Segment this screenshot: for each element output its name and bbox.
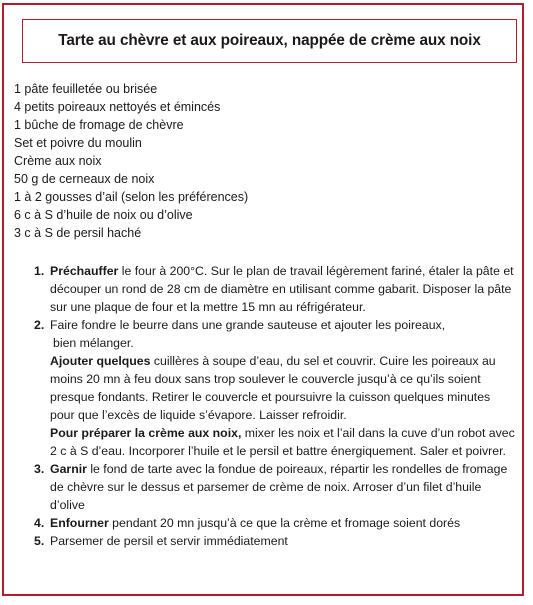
step-text: pendant 20 mn jusqu’à ce que la crème et fromage soient dorés <box>108 516 461 530</box>
recipe-title: Tarte au chèvre et aux poireaux, nappée de crème aux noix <box>58 32 481 49</box>
ingredient-list <box>14 80 248 242</box>
step-text: Parsemer de persil et servir immédiatement <box>50 534 288 548</box>
ingredient-item: 50 g de cerneaux de noix <box>14 172 155 186</box>
step-text: mixer les noix et l’ail dans la cuve d’un robot avec 2 c à S d’eau. Incorporer l’huile et le persil et battre énergiquement. Saler et poivrer. <box>50 426 515 458</box>
ingredient-item: 1 bûche de fromage de chèvre <box>14 118 184 132</box>
step-text: le four à 200°C. Sur le plan de travail légèrement fariné, étaler la pâte et découper un rond de 28 cm de diamètre en utilisant comme gabarit. Disposer la pâte sur une plaque de four et la mettre 15 mn au réfrigérateur. <box>50 264 514 314</box>
ingredient-item: Set et poivre du moulin <box>14 136 142 150</box>
step-2 <box>22 316 518 460</box>
ingredient-item: 3 c à S de persil haché <box>14 226 142 240</box>
step-5 <box>22 532 518 550</box>
ingredient-item: 1 à 2 gousses d’ail (selon les préférences) <box>14 190 249 204</box>
step-text: Faire fondre le beurre dans une grande sauteuse et ajouter les poireaux, <box>50 318 446 332</box>
step-text: bien mélanger. <box>53 336 134 350</box>
title-box <box>22 19 517 63</box>
step-number: 2. <box>34 318 45 332</box>
step-keyword: Ajouter quelques <box>50 354 151 368</box>
step-3 <box>22 460 518 514</box>
step-keyword: Pour préparer la crème aux noix, <box>50 426 242 440</box>
step-number: 1. <box>34 264 45 278</box>
ingredient-item: Crème aux noix <box>14 154 102 168</box>
step-1 <box>22 262 518 316</box>
instruction-list <box>22 262 518 550</box>
step-keyword: Enfourner <box>50 516 109 530</box>
step-number: 4. <box>34 516 45 530</box>
step-keyword: Garnir <box>50 462 87 476</box>
ingredient-item: 6 c à S d’huile de noix ou d’olive <box>14 208 193 222</box>
step-text: cuillères à soupe d’eau, du sel et couvrir. Cuire les poireaux au moins 20 mn à feu doux sans trop soulever le couvercle jusqu’à ce qu’ils soient presque fondants. Retirer le couvercle et poursuivre la cuisson quelques minutes pour que l’excès de liquide s’évapore. Laisser refroidir. <box>50 354 496 422</box>
step-keyword: Préchauffer <box>50 264 119 278</box>
step-4 <box>22 514 518 532</box>
ingredient-item: 4 petits poireaux nettoyés et émincés <box>14 100 221 114</box>
step-text: le fond de tarte avec la fondue de poireaux, répartir les rondelles de fromage de chèvre sur le dessus et parsemer de crème de noix. Arroser d’un filet d’huile d’olive <box>50 462 508 512</box>
ingredient-item: 1 pâte feuilletée ou brisée <box>14 82 158 96</box>
step-number: 5. <box>34 534 45 548</box>
step-number: 3. <box>34 462 45 476</box>
